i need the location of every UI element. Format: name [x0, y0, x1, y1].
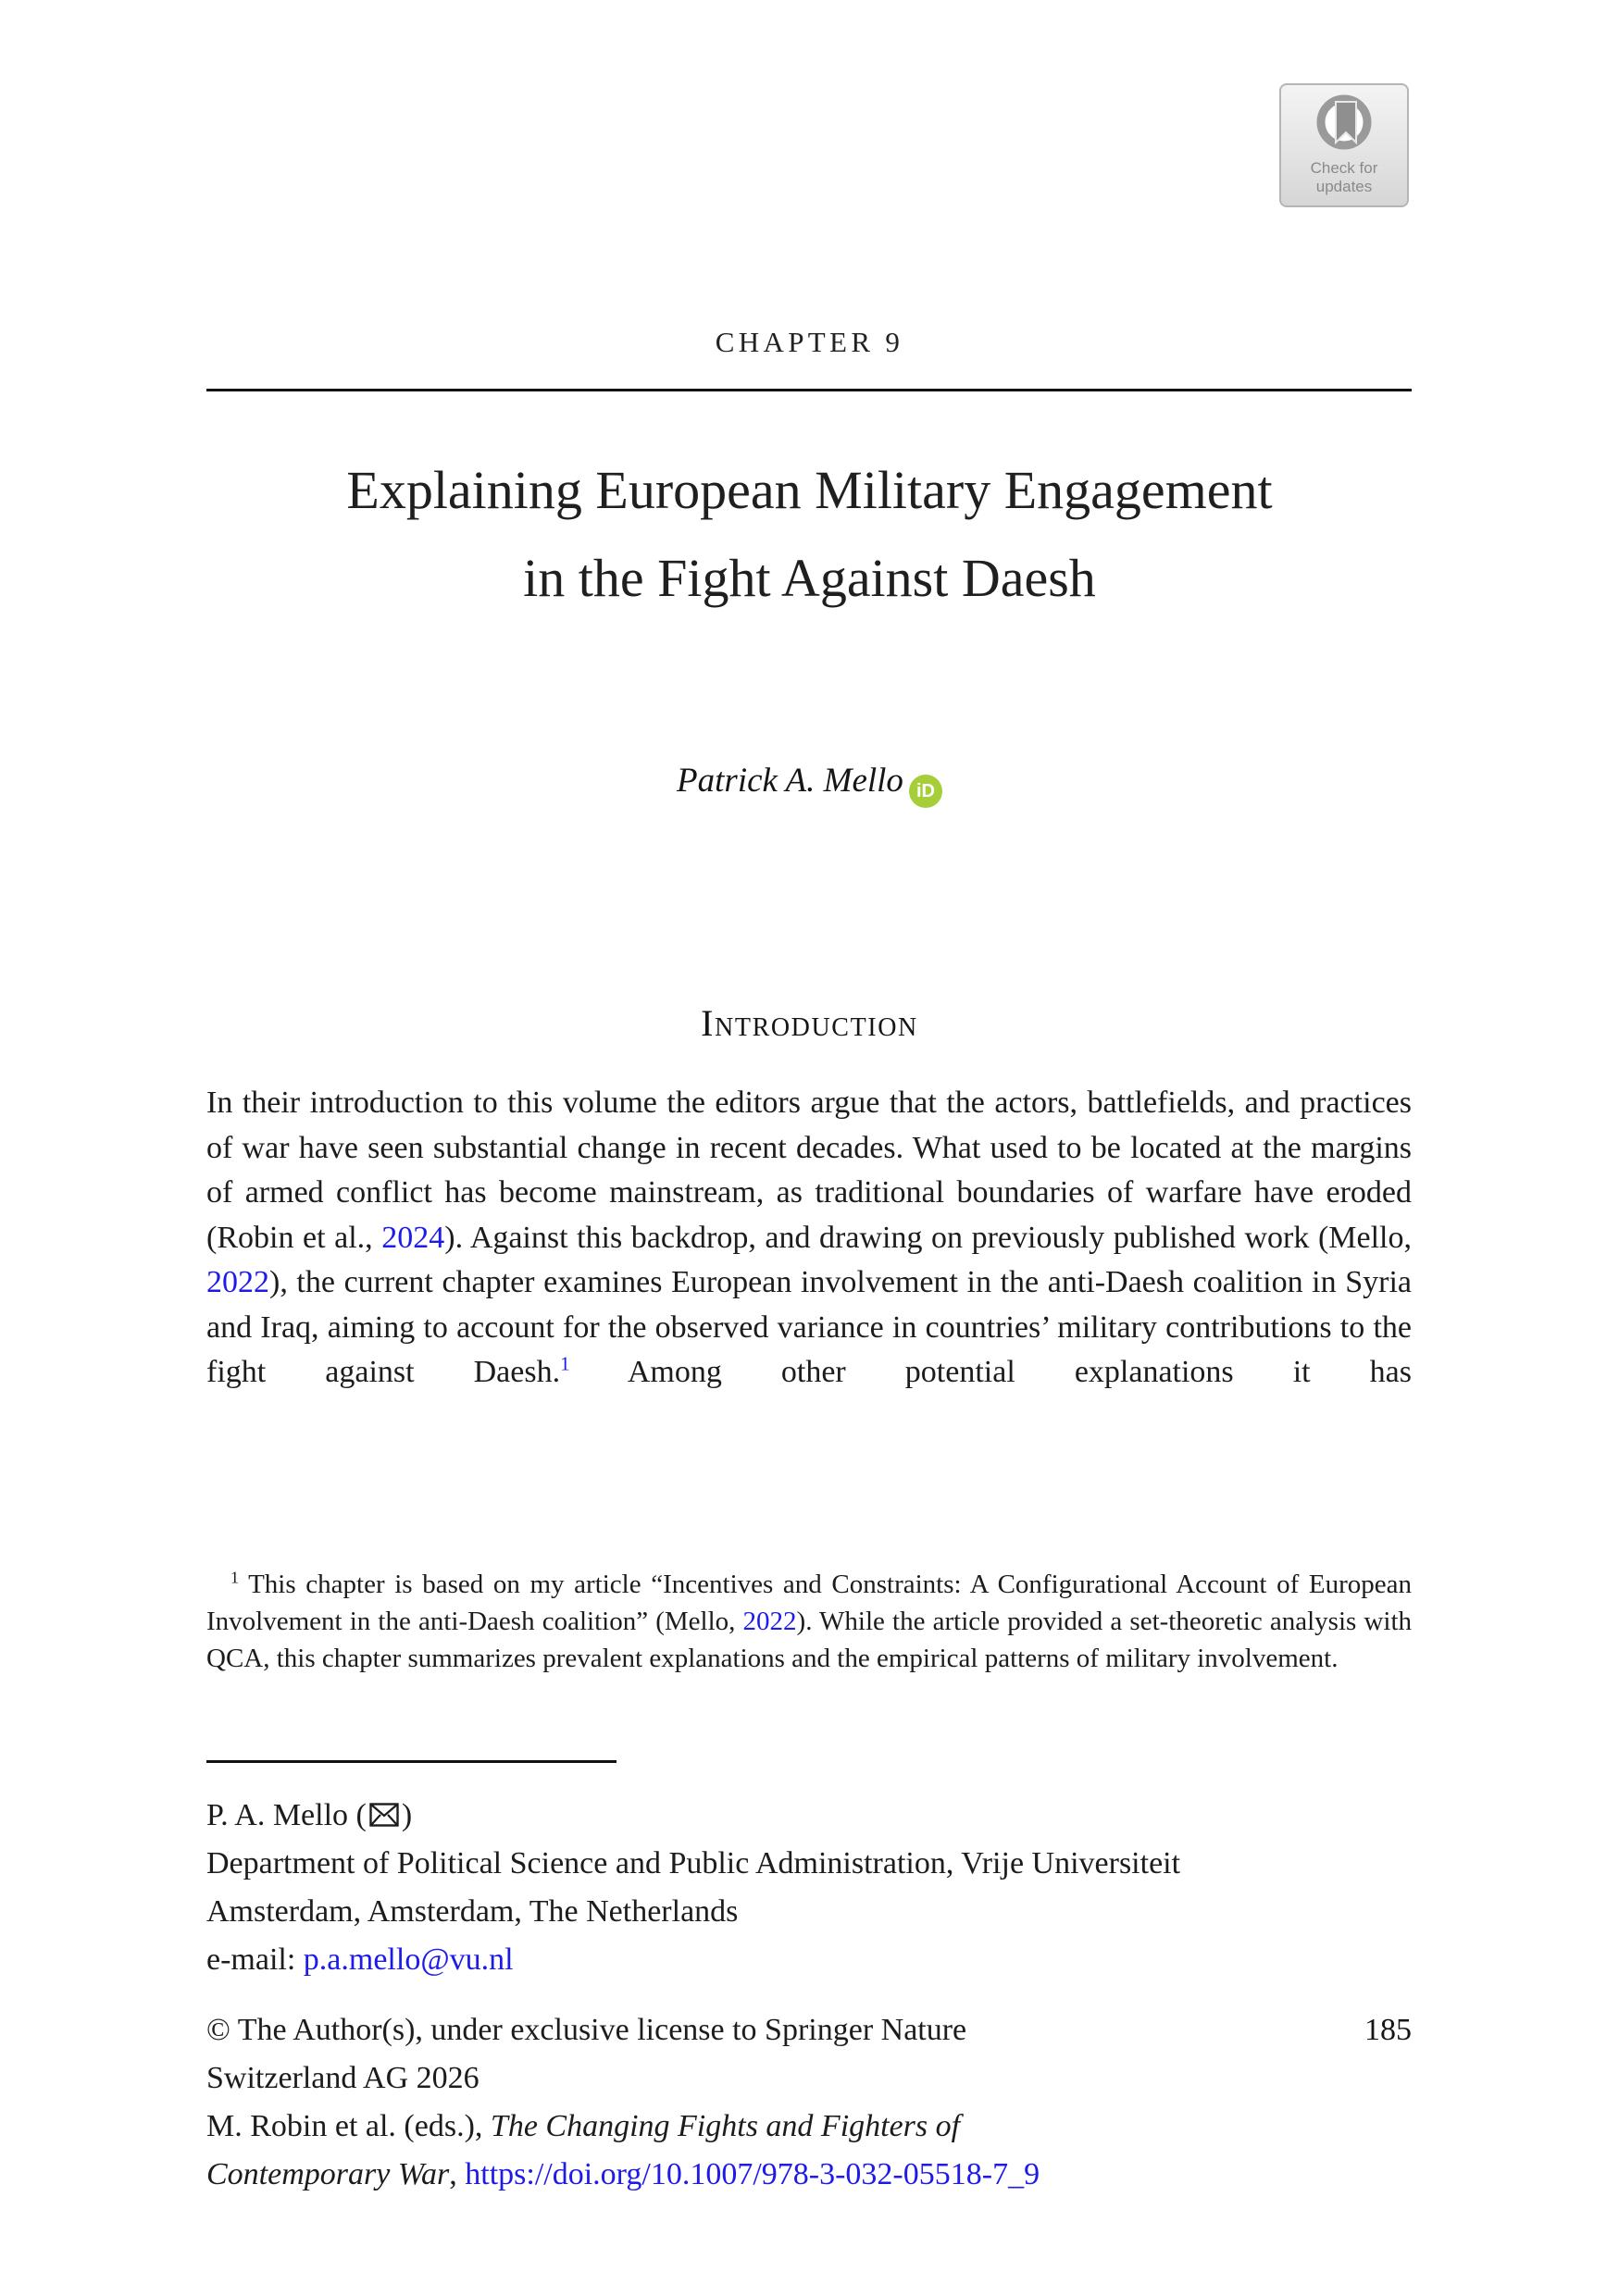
- author-name: Patrick A. Mello: [677, 762, 903, 800]
- email-link[interactable]: p.a.mello@vu.nl: [303, 1942, 514, 1977]
- corresponding-author-suffix: ): [401, 1798, 413, 1832]
- copyright-line-1: © The Author(s), under exclusive license to Springer Nature: [206, 2013, 967, 2047]
- inline-reference-link[interactable]: 1: [560, 1352, 570, 1375]
- book-title-part-2: Contemporary War: [206, 2157, 450, 2191]
- text-segment: In their introduction to this volume the editors argue that the actors, battlefields, and practices of war have seen substantial change in recent decades. What used to be located at the margins of armed conflict has become mainstream, as traditional boundaries of warfare have eroded (Robin et al.,: [206, 1086, 1412, 1255]
- copyright-line-2: Switzerland AG 2026: [206, 2061, 479, 2095]
- email-label: e-mail:: [206, 1942, 304, 1977]
- imprint-block: [206, 2006, 1412, 2199]
- inline-reference-link[interactable]: 2022: [206, 1265, 269, 1299]
- corresponding-author-line: [206, 1792, 1412, 1840]
- affiliation-block: [206, 1792, 1412, 1984]
- book-title-part-1: The Changing Fights and Fighters of: [490, 2109, 961, 2143]
- text-segment: ). Against this backdrop, and drawing on previously published work (Mello,: [444, 1220, 1412, 1255]
- title-line-2: in the Fight Against Daesh: [523, 548, 1096, 608]
- chapter-label: CHAPTER 9: [715, 326, 904, 358]
- text-segment: This chapter is based on my article “Incentives and Constraints: A Configurational Account of European Involvement in the anti-Daesh coalition” (Mello,: [206, 1570, 1412, 1636]
- section-heading-introduction: Introduction: [701, 1002, 918, 1044]
- title-line-1: Explaining European Military Engagement: [346, 460, 1273, 520]
- text-segment: ). While the article provided a set-theoretic analysis with QCA, this chapter summarizes prevalent explanations and the empirical patterns of military involvement.: [206, 1607, 1413, 1673]
- text-segment: 1: [230, 1568, 239, 1587]
- chapter-divider-rule: [206, 389, 1412, 391]
- corresponding-author-envelope-icon: [369, 1803, 399, 1827]
- page-title: [0, 446, 1619, 622]
- footnote-1: [206, 1566, 1412, 1677]
- editors-text: M. Robin et al. (eds.),: [206, 2109, 491, 2143]
- inline-reference-link[interactable]: 2024: [381, 1220, 445, 1255]
- book-citation-line-2: [206, 2151, 1412, 2199]
- author-line: [0, 761, 1619, 808]
- affiliation-department: Department of Political Science and Public Administration, Vrije Universiteit: [206, 1846, 1181, 1880]
- doi-link[interactable]: https://doi.org/10.1007/978-3-032-05518-7_9: [465, 2157, 1040, 2191]
- inline-reference-link[interactable]: 2022: [742, 1607, 797, 1636]
- orcid-id-icon[interactable]: iD: [909, 775, 942, 808]
- page-number: 185: [1364, 2013, 1412, 2047]
- book-citation-line-1: [206, 2103, 1412, 2151]
- text-segment: ), the current chapter examines European involvement in the anti-Daesh coalition in Syria and Iraq, aiming to account for the observed variance in countries’ military contributions to the fight against Daesh.: [206, 1265, 1412, 1389]
- text-segment: Among other potential explanations it has: [569, 1355, 1412, 1389]
- email-line: [206, 1936, 1412, 1984]
- affiliation-city: Amsterdam, Amsterdam, The Netherlands: [206, 1894, 739, 1929]
- corresponding-author-name: P. A. Mello (: [206, 1798, 367, 1832]
- body-paragraph: [206, 1081, 1412, 1396]
- badge-label: Check for updates: [1310, 159, 1378, 195]
- affiliation-divider-rule: [206, 1760, 616, 1763]
- bookmark-circle-icon: [1312, 94, 1376, 155]
- check-for-updates-badge[interactable]: [1279, 83, 1409, 207]
- citation-separator: ,: [449, 2157, 466, 2191]
